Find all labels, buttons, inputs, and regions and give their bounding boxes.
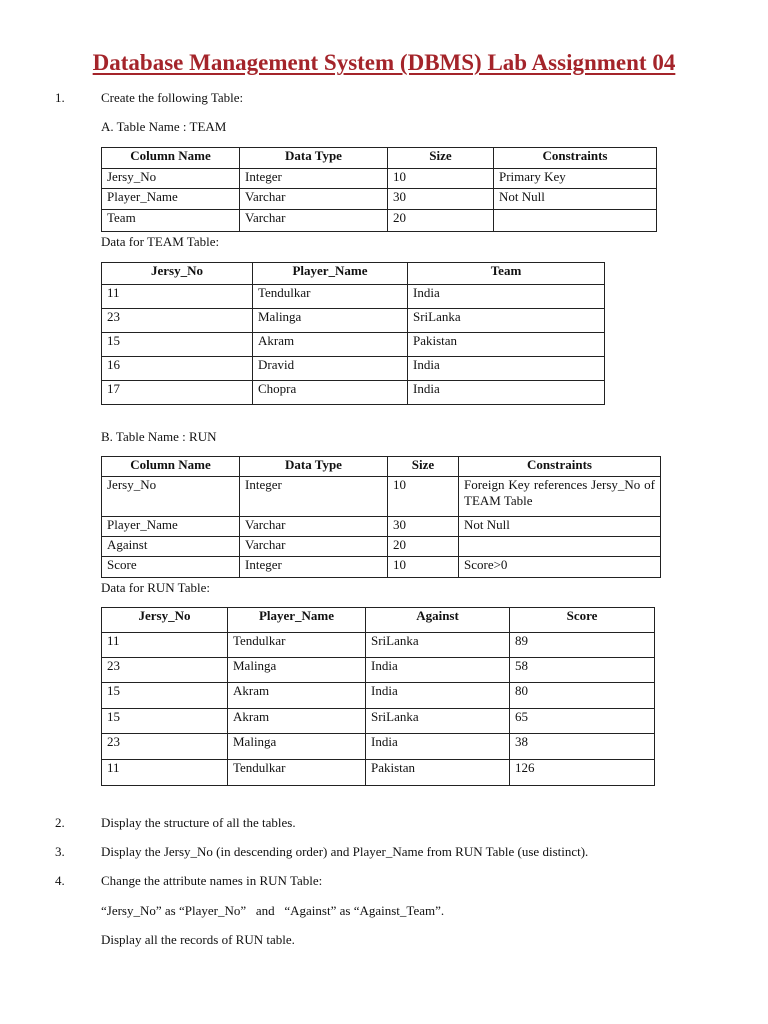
table-row bbox=[102, 189, 657, 210]
table-cell: 15 bbox=[102, 683, 228, 709]
table-cell: Jersy_No bbox=[102, 477, 240, 517]
table-cell: Chopra bbox=[253, 381, 408, 405]
table-cell: 38 bbox=[510, 734, 655, 760]
table-cell: Varchar bbox=[240, 210, 388, 232]
table-row bbox=[102, 285, 605, 309]
table-cell: 30 bbox=[388, 517, 459, 537]
table-cell: Not Null bbox=[459, 517, 661, 537]
table-cell: Varchar bbox=[240, 537, 388, 557]
table-cell: Player_Name bbox=[102, 517, 240, 537]
table-cell: 10 bbox=[388, 557, 459, 578]
table-cell: Foreign Key references Jersy_No of TEAM Table bbox=[459, 477, 661, 517]
page-title-text: Database Management System (DBMS) Lab Assignment 04 bbox=[92, 50, 676, 75]
table-cell: Malinga bbox=[228, 734, 366, 760]
table-header-row bbox=[102, 263, 605, 285]
column-header: Column Name bbox=[102, 457, 240, 477]
table-cell: Score>0 bbox=[459, 557, 661, 578]
table-cell: SriLanka bbox=[408, 309, 605, 333]
team-table-label: A. Table Name : TEAM bbox=[101, 119, 227, 134]
table-cell: India bbox=[408, 285, 605, 309]
table-cell: 58 bbox=[510, 658, 655, 683]
column-header: Data Type bbox=[240, 148, 388, 169]
column-header: Team bbox=[408, 263, 605, 285]
table-cell: 15 bbox=[102, 333, 253, 357]
table-cell: Team bbox=[102, 210, 240, 232]
table-cell: 89 bbox=[510, 633, 655, 658]
table-cell: Malinga bbox=[253, 309, 408, 333]
run-data-table bbox=[101, 607, 655, 786]
column-header: Size bbox=[388, 457, 459, 477]
table-cell: Jersy_No bbox=[102, 169, 240, 189]
page-title bbox=[0, 50, 768, 76]
team-data-label: Data for TEAM Table: bbox=[101, 234, 220, 249]
table-cell: Dravid bbox=[253, 357, 408, 381]
table-cell: Akram bbox=[228, 709, 366, 734]
table-row bbox=[102, 537, 661, 557]
table-cell: 10 bbox=[388, 169, 494, 189]
column-header: Size bbox=[388, 148, 494, 169]
table-header-row bbox=[102, 608, 655, 633]
table-cell: Not Null bbox=[494, 189, 657, 210]
table-cell: Pakistan bbox=[366, 760, 510, 786]
table-cell: 16 bbox=[102, 357, 253, 381]
table-row bbox=[102, 734, 655, 760]
table-cell: Pakistan bbox=[408, 333, 605, 357]
table-row bbox=[102, 658, 655, 683]
table-cell: Primary Key bbox=[494, 169, 657, 189]
table-row bbox=[102, 357, 605, 381]
table-cell: SriLanka bbox=[366, 709, 510, 734]
table-cell: India bbox=[408, 357, 605, 381]
q3-text: Display the Jersy_No (in descending order) and Player_Name from RUN Table (use distinct). bbox=[101, 844, 589, 859]
table-cell: India bbox=[366, 658, 510, 683]
table-cell: 80 bbox=[510, 683, 655, 709]
table-cell: 17 bbox=[102, 381, 253, 405]
table-cell: Integer bbox=[240, 557, 388, 578]
q2-number: 2. bbox=[55, 815, 65, 830]
table-cell: Tendulkar bbox=[228, 760, 366, 786]
column-header: Player_Name bbox=[228, 608, 366, 633]
run-structure-table bbox=[101, 456, 661, 578]
column-header: Constraints bbox=[494, 148, 657, 169]
q4-display: Display all the records of RUN table. bbox=[101, 932, 295, 947]
team-data-table bbox=[101, 262, 605, 405]
table-cell bbox=[459, 537, 661, 557]
table-cell: 126 bbox=[510, 760, 655, 786]
table-cell: Akram bbox=[228, 683, 366, 709]
table-cell: Tendulkar bbox=[253, 285, 408, 309]
q4-text: Change the attribute names in RUN Table: bbox=[101, 873, 323, 888]
table-cell: 30 bbox=[388, 189, 494, 210]
q1-number: 1. bbox=[55, 90, 65, 105]
column-header: Jersy_No bbox=[102, 263, 253, 285]
table-cell: 23 bbox=[102, 734, 228, 760]
table-cell: Integer bbox=[240, 477, 388, 517]
table-row bbox=[102, 517, 661, 537]
table-cell: 11 bbox=[102, 633, 228, 658]
table-row bbox=[102, 760, 655, 786]
table-cell: Score bbox=[102, 557, 240, 578]
q2-text: Display the structure of all the tables. bbox=[101, 815, 296, 830]
table-row bbox=[102, 309, 605, 333]
table-cell: India bbox=[408, 381, 605, 405]
column-header: Constraints bbox=[459, 457, 661, 477]
table-cell: 65 bbox=[510, 709, 655, 734]
column-header: Jersy_No bbox=[102, 608, 228, 633]
table-cell: India bbox=[366, 734, 510, 760]
column-header: Against bbox=[366, 608, 510, 633]
table-cell: 11 bbox=[102, 285, 253, 309]
table-cell: 23 bbox=[102, 309, 253, 333]
table-cell: Player_Name bbox=[102, 189, 240, 210]
table-header-row bbox=[102, 457, 661, 477]
table-cell: 10 bbox=[388, 477, 459, 517]
table-cell: 20 bbox=[388, 537, 459, 557]
table-cell: India bbox=[366, 683, 510, 709]
table-cell: 15 bbox=[102, 709, 228, 734]
column-header: Player_Name bbox=[253, 263, 408, 285]
team-structure-table bbox=[101, 147, 657, 232]
table-cell: Integer bbox=[240, 169, 388, 189]
table-row bbox=[102, 633, 655, 658]
run-data-label: Data for RUN Table: bbox=[101, 580, 210, 595]
table-cell: Varchar bbox=[240, 517, 388, 537]
table-row bbox=[102, 477, 661, 517]
q1-text: Create the following Table: bbox=[101, 90, 244, 105]
table-cell: SriLanka bbox=[366, 633, 510, 658]
table-cell: 11 bbox=[102, 760, 228, 786]
table-row bbox=[102, 333, 605, 357]
table-row bbox=[102, 381, 605, 405]
q4-rename: “Jersy_No” as “Player_No” and “Against” as “Against_Team”. bbox=[101, 903, 445, 918]
table-cell bbox=[494, 210, 657, 232]
table-cell: Malinga bbox=[228, 658, 366, 683]
column-header: Score bbox=[510, 608, 655, 633]
table-row bbox=[102, 169, 657, 189]
table-cell: Against bbox=[102, 537, 240, 557]
column-header: Column Name bbox=[102, 148, 240, 169]
table-row bbox=[102, 557, 661, 578]
table-cell: Tendulkar bbox=[228, 633, 366, 658]
table-row bbox=[102, 709, 655, 734]
column-header: Data Type bbox=[240, 457, 388, 477]
table-cell: 23 bbox=[102, 658, 228, 683]
run-table-label: B. Table Name : RUN bbox=[101, 429, 217, 444]
q3-number: 3. bbox=[55, 844, 65, 859]
table-header-row bbox=[102, 148, 657, 169]
table-row bbox=[102, 210, 657, 232]
table-cell: 20 bbox=[388, 210, 494, 232]
table-row bbox=[102, 683, 655, 709]
table-cell: Akram bbox=[253, 333, 408, 357]
q4-number: 4. bbox=[55, 873, 65, 888]
table-cell: Varchar bbox=[240, 189, 388, 210]
